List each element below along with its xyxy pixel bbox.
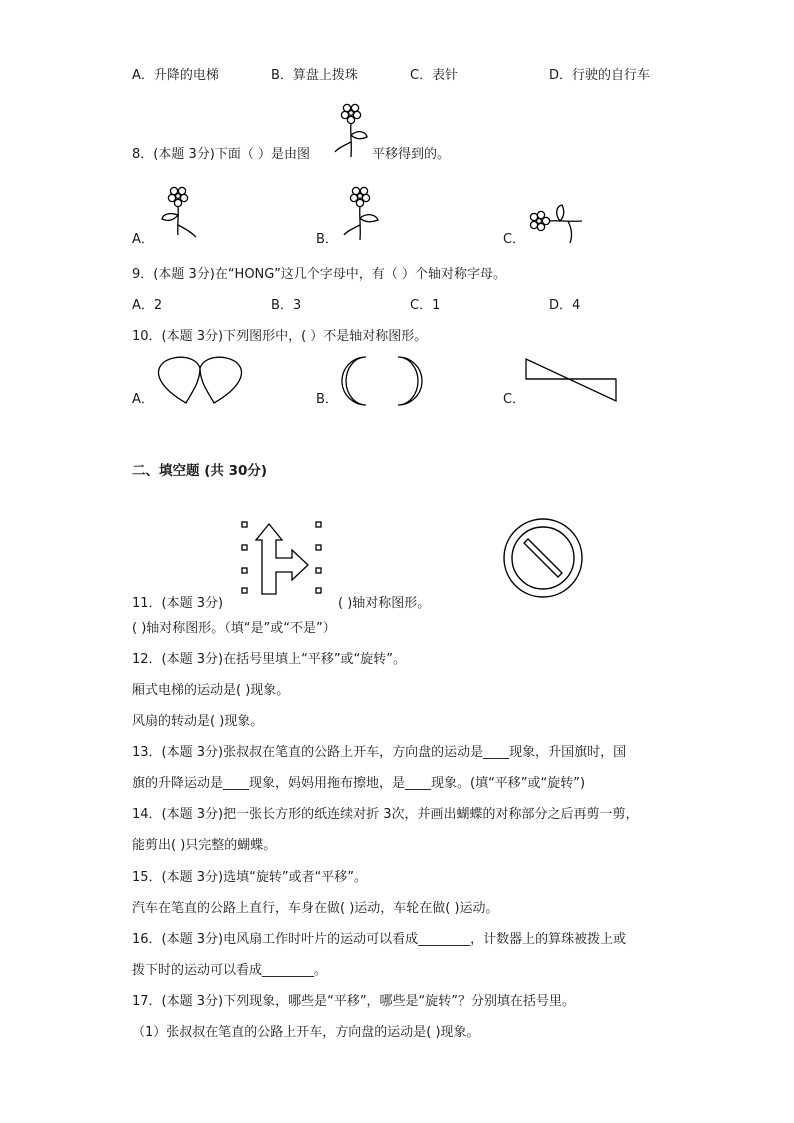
q9-stem: 9．(本题 3分)在“HONG”这几个字母中，有（ ）个轴对称字母。 (132, 267, 506, 282)
q15-stem: 15．(本题 3分)选填“旋转”或者“平移”。 (132, 870, 368, 885)
q10-option-a-label: A． (132, 392, 154, 407)
q10-option-b-label: B． (316, 392, 338, 407)
q8-option-b-label: B． (316, 232, 338, 247)
flower-option-b-figure (342, 185, 382, 241)
q13-line2: 旗的升降运动是____现象，妈妈用拖布擦地，是____现象。(填“平移”或“旋转”) (132, 776, 586, 791)
q9-option-c: C．1 (410, 298, 441, 313)
double-heart-figure (154, 356, 246, 404)
q7-option-c: C．表针 (410, 68, 459, 83)
flower-reference-figure (333, 102, 369, 158)
q10-stem: 10．(本题 3分)下列图形中，( ）不是轴对称图形。 (132, 329, 428, 344)
q12-line2: 风扇的转动是( )现象。 (132, 714, 264, 729)
q7-option-d: D．行驶的自行车 (549, 68, 651, 83)
q13-line1: 13．(本题 3分)张叔叔在笔直的公路上开车，方向盘的运动是____现象，升国旗时，国 (132, 745, 627, 760)
q8-option-c-label: C． (503, 232, 526, 247)
q17-item1: （1）张叔叔在笔直的公路上开车，方向盘的运动是( )现象。 (132, 1025, 480, 1040)
q10-option-c-label: C． (503, 392, 526, 407)
q16-line1: 16．(本题 3分)电风扇工作时叶片的运动可以看成________，计数器上的算珠被拨上或 (132, 932, 627, 947)
q12-stem: 12．(本题 3分)在括号里填上“平移”或“旋转”。 (132, 652, 407, 667)
q17-stem: 17．(本题 3分)下列现象，哪些是“平移”，哪些是“旋转”？分别填在括号里。 (132, 994, 576, 1009)
q8-option-a-label: A． (132, 232, 154, 247)
q8-stem-before: 8．(本题 3分)下面（ ）是由图 (132, 147, 310, 162)
q11-line1-answer: ( )轴对称图形。 (338, 596, 431, 611)
q9-option-a: A．2 (132, 298, 163, 313)
flower-option-c-figure (528, 203, 584, 245)
q9-option-b: B．3 (271, 298, 302, 313)
q11-line2: ( )轴对称图形。（填“是”或“不是”） (132, 621, 336, 636)
q14-line1: 14．(本题 3分)把一张长方形的纸连续对折 3次，并画出蝴蝶的对称部分之后再剪一剪， (132, 807, 639, 822)
q7-option-b: B．算盘上拨珠 (271, 68, 358, 83)
flower-option-a-figure (160, 185, 198, 241)
double-crescent-figure (340, 355, 424, 407)
q9-option-d: D．4 (549, 298, 581, 313)
parallelogram-diagonal-figure (524, 357, 620, 403)
q8-stem-after: 平移得到的。 (372, 147, 451, 162)
road-sign-arrow-figure (238, 520, 328, 596)
q16-line2: 拨下时的运动可以看成________。 (132, 963, 328, 978)
q7-option-a: A．升降的电梯 (132, 68, 219, 83)
q12-line1: 厢式电梯的运动是( )现象。 (132, 683, 290, 698)
q11-line1-label: 11．(本题 3分) (132, 596, 224, 611)
section-title: 二、填空题 (共 30分) (132, 463, 268, 479)
q14-line2: 能剪出( )只完整的蝴蝶。 (132, 838, 277, 853)
no-entry-sign-figure (502, 517, 584, 599)
q15-line1: 汽车在笔直的公路上直行，车身在做( )运动，车轮在做( )运动。 (132, 901, 499, 916)
